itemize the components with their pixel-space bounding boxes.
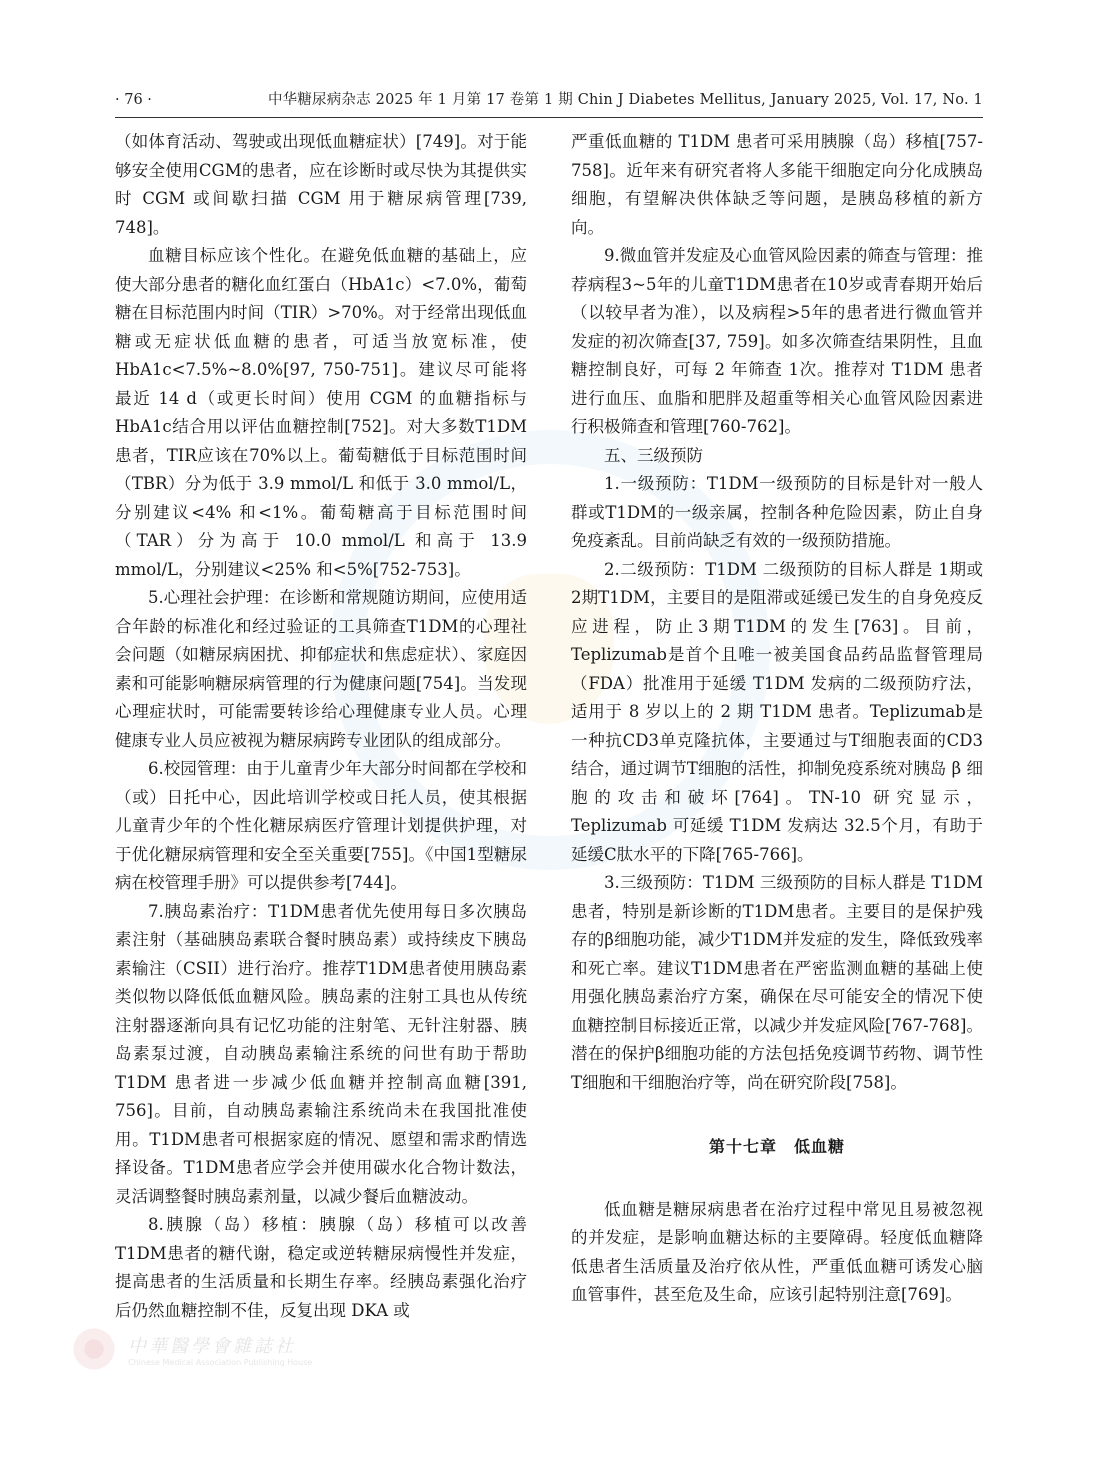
paragraph-hypoglycemia-intro: 低血糖是糖尿病患者在治疗过程中常见且易被忽视的并发症，是影响血糖达标的主要障碍。轻度低血糖降低患者生活质量及治疗依从性，严重低血糖可诱发心脑血管事件，甚至危及生命，应该引起特别注意[769]。	[571, 1199, 983, 1304]
paragraph-primary-prevention: 1.一级预防：T1DM一级预防的目标是针对一般人群或T1DM的一级亲属，控制各种危险因素，防止自身免疫紊乱。目前尚缺乏有效的一级预防措施。	[571, 474, 983, 550]
paragraph-school-management: 6.校园管理：由于儿童青少年大部分时间都在学校和（或）日托中心，因此培训学校或日托人员，使其根据儿童青少年的个性化糖尿病医疗管理计划提供护理，对于优化糖尿病管理和安全至关重要[755]。《中国1型糖尿病在校管理手册》可以提供参考[744]。	[115, 759, 527, 892]
publisher-name-en: Chinese Medical Association Publishing House	[128, 1357, 313, 1367]
chapter-title: 第十七章 低血糖	[708, 1137, 845, 1156]
paragraph-insulin-therapy: 7.胰岛素治疗：T1DM患者优先使用每日多次胰岛素注射（基础胰岛素联合餐时胰岛素）或持续皮下胰岛素输注（CSII）进行治疗。推荐T1DM患者使用胰岛素类似物以降低低血糖风险。胰岛素的注射工具也从传统注射器逐渐向具有记忆功能的注射笔、无针注射器、胰岛素泵过渡，自动胰岛素输注系统的问世有助于帮助 T1DM 患者进一步减少低血糖并控制高血糖[391, 756]。目前，自动胰岛素输注系统尚未在我国批准使用。T1DM患者可根据家庭的情况、愿望和需求酌情选择设备。T1DM患者应学会并使用碳水化合物计数法，灵活调整餐时胰岛素剂量，以减少餐后血糖波动。	[115, 901, 527, 1206]
paragraph-tertiary-prevention: 3.三级预防：T1DM 三级预防的目标人群是 T1DM患者，特别是新诊断的T1DM患者。主要目的是保护残存的β细胞功能，减少T1DM并发症的发生，降低致残率和死亡率。建议T1DM患者在严密监测血糖的基础上使用强化胰岛素治疗方案，确保在尽可能安全的情况下使血糖控制目标接近正常，以减少并发症风险[767-768]。潜在的保护β细胞功能的方法包括免疫调节药物、调节性T细胞和干细胞治疗等，尚在研究阶段[758]。	[571, 873, 983, 1092]
page-header	[115, 88, 983, 109]
paragraph-continuation: （如体育活动、驾驶或出现低血糖症状）[749]。对于能够安全使用CGM的患者，应在诊断时或尽快为其提供实时 CGM 或间歇扫描 CGM 用于糖尿病管理[739, 748]。	[115, 132, 527, 237]
section-heading-prevention: 五、三级预防	[604, 445, 703, 465]
journal-citation: 中华糖尿病杂志 2025 年 1 月第 17 卷第 1 期 Chin J Diabetes Mellitus, January 2025, Vol. 17, No. 1	[267, 92, 983, 108]
header-rule	[115, 117, 983, 118]
publisher-logo	[70, 1325, 312, 1373]
left-column	[115, 128, 527, 1325]
flower-emblem-icon	[70, 1325, 118, 1373]
right-column	[571, 128, 983, 1310]
paragraph-continuation-transplant: 严重低血糖的 T1DM 患者可采用胰腺（岛）移植[757-758]。近年来有研究者将人多能干细胞定向分化成胰岛细胞，有望解决供体缺乏等问题，是胰岛移植的新方向。	[571, 132, 983, 237]
publisher-name-cn: 中華醫學會雜誌社	[128, 1335, 296, 1357]
paragraph-secondary-prevention: 2.二级预防：T1DM 二级预防的目标人群是 1期或2期T1DM，主要目的是阻滞或延缓已发生的自身免疫反应进程，防止3期T1DM的发生[763]。目前，Teplizumab是首个且唯一被美国食品药品监督管理局（FDA）批准用于延缓 T1DM 发病的二级预防疗法，适用于 8 岁以上的 2 期 T1DM 患者。Teplizumab是一种抗CD3单克隆抗体，主要通过与T细胞表面的CD3结合，通过调节T细胞的活性，抑制免疫系统对胰岛 β 细胞的攻击和破坏[764]。TN-10 研究显示，Teplizumab 可延缓 T1DM 发病达 32.5个月，有助于延缓C肽水平的下降[765-766]。	[571, 559, 983, 864]
paragraph-psychosocial-care: 5.心理社会护理：在诊断和常规随访期间，应使用适合年龄的标准化和经过验证的工具筛查T1DM的心理社会问题（如糖尿病困扰、抑郁症状和焦虑症状）、家庭因素和可能影响糖尿病管理的行为健康问题[754]。当发现心理症状时，可能需要转诊给心理健康专业人员。心理健康专业人员应被视为糖尿病跨专业团队的组成部分。	[115, 588, 527, 750]
paragraph-transplantation: 8.胰腺（岛）移植：胰腺（岛）移植可以改善T1DM患者的糖代谢，稳定或逆转糖尿病慢性并发症，提高患者的生活质量和长期生存率。经胰岛素强化治疗后仍然血糖控制不佳，反复出现 DKA 或	[115, 1215, 527, 1320]
paragraph-glycemic-targets: 血糖目标应该个性化。在避免低血糖的基础上，应使大部分患者的糖化血红蛋白（HbA1c）<7.0%，葡萄糖在目标范围内时间（TIR）>70%。对于经常出现低血糖或无症状低血糖的患者，可适当放宽标准，使 HbA1c<7.5%~8.0%[97, 750-751]。建议尽可能将最近 14 d（或更长时间）使用 CGM 的血糖指标与HbA1c结合用以评估血糖控制[752]。对大多数T1DM患者，TIR应该在70%以上。葡萄糖低于目标范围时间（TBR）分为低于 3.9 mmol/L 和低于 3.0 mmol/L，分别建议<4% 和<1%。葡萄糖高于目标范围时间（TAR）分为高于 10.0 mmol/L 和高于 13.9 mmol/L，分别建议<25% 和<5%[752-753]。	[115, 246, 527, 579]
paragraph-complication-screening: 9.微血管并发症及心血管风险因素的筛查与管理：推荐病程3~5年的儿童T1DM患者在10岁或青春期开始后（以较早者为准），以及病程>5年的患者进行微血管并发症的初次筛查[37, 759]。如多次筛查结果阴性，且血糖控制良好，可每 2 年筛查 1次。推荐对 T1DM 患者进行血压、血脂和肥胖及超重等相关心血管风险因素进行积极筛查和管理[760-762]。	[571, 246, 983, 436]
page-number: · 76 ·	[115, 92, 152, 108]
